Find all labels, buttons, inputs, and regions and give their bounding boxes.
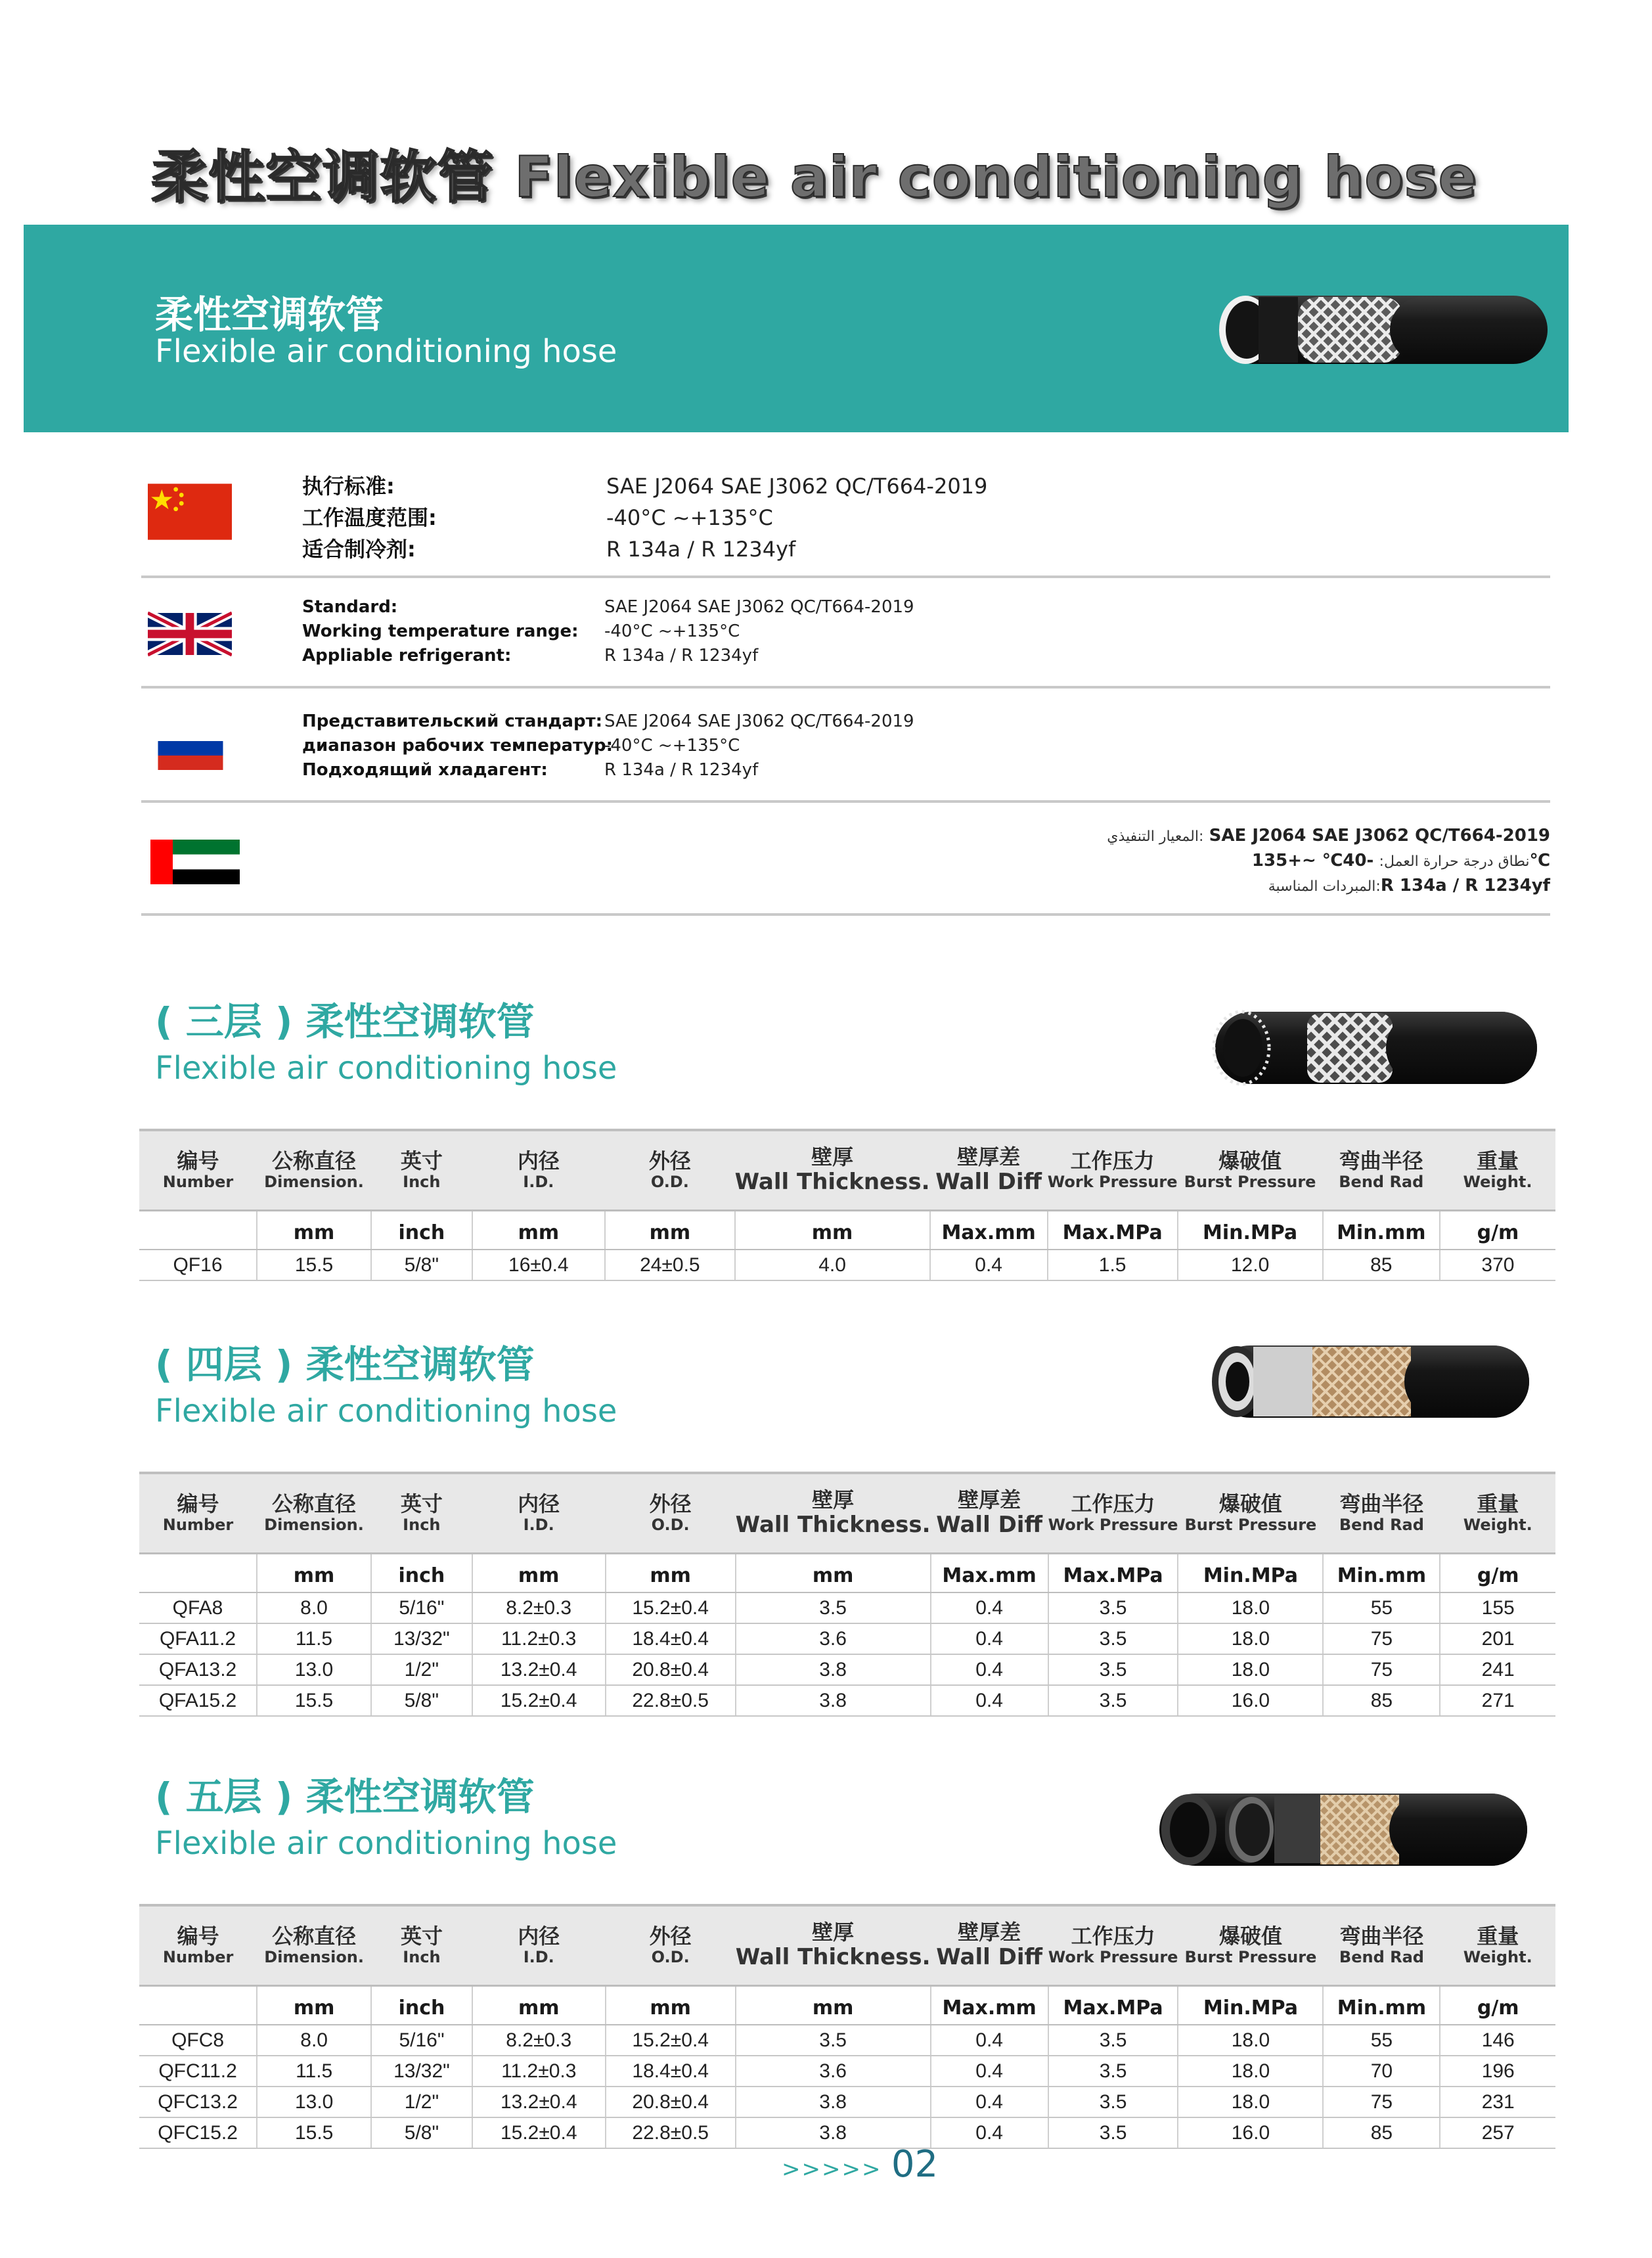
column-header: 弯曲半径 Bend Rad bbox=[1323, 1473, 1440, 1553]
unit-cell: mm bbox=[605, 1210, 735, 1250]
unit-cell: inch bbox=[371, 1210, 472, 1250]
units-row bbox=[139, 1985, 1555, 2025]
table-cell: QFA11.2 bbox=[139, 1623, 257, 1654]
table-cell: 0.4 bbox=[931, 2025, 1048, 2056]
column-header: 工作压力 Work Pressure bbox=[1048, 1905, 1178, 1985]
table-cell: 18.4±0.4 bbox=[606, 1623, 736, 1654]
table-cell: 3.5 bbox=[1048, 2025, 1178, 2056]
table-cell: 0.4 bbox=[931, 1592, 1048, 1623]
table-cell: QFC13.2 bbox=[139, 2087, 257, 2117]
unit-cell: mm bbox=[736, 1553, 931, 1592]
section-title-en: Flexible air conditioning hose bbox=[155, 1393, 617, 1430]
spec-value: SAE J2064 SAE J3062 QC/T664-2019 bbox=[604, 597, 914, 617]
table-cell: 16.0 bbox=[1178, 2117, 1323, 2148]
table-cell: 18.0 bbox=[1178, 1592, 1323, 1623]
table-cell: 1/2" bbox=[371, 2087, 472, 2117]
table-cell: 3.5 bbox=[1048, 1623, 1178, 1654]
table-cell: QFC15.2 bbox=[139, 2117, 257, 2148]
spec-table bbox=[139, 1129, 1555, 1281]
table-cell: 13.0 bbox=[257, 1654, 371, 1685]
spec-block-cn bbox=[141, 470, 1550, 569]
spec-label: 适合制冷剂: bbox=[302, 537, 416, 562]
column-header: 编号 Number bbox=[139, 1473, 257, 1553]
spec-label: диапазон рабочих температур: bbox=[302, 736, 614, 756]
table-cell: 15.2±0.4 bbox=[606, 2025, 736, 2056]
page-number bbox=[782, 2143, 938, 2186]
unit-cell bbox=[139, 1985, 257, 2025]
column-header: 壁厚 Wall Thickness. bbox=[736, 1905, 931, 1985]
column-header: 弯曲半径 Bend Rad bbox=[1323, 1905, 1440, 1985]
column-header: 重量 Weight. bbox=[1440, 1905, 1555, 1985]
table-cell: 13/32" bbox=[371, 1623, 472, 1654]
table-cell: 15.2±0.4 bbox=[606, 1592, 736, 1623]
table-cell: 8.0 bbox=[257, 1592, 371, 1623]
table-cell: 75 bbox=[1323, 2087, 1440, 2117]
unit-cell: mm bbox=[472, 1210, 605, 1250]
table-row bbox=[139, 1250, 1555, 1280]
table-cell: 0.4 bbox=[931, 1623, 1048, 1654]
unit-cell: Min.MPa bbox=[1178, 1210, 1323, 1250]
unit-cell: Max.MPa bbox=[1048, 1210, 1178, 1250]
table-cell: QFC8 bbox=[139, 2025, 257, 2056]
section-title-cn: ( 三层 ) 柔性空调软管 bbox=[155, 999, 535, 1044]
table-cell: 3.5 bbox=[1048, 2117, 1178, 2148]
table-cell: 13.2±0.4 bbox=[472, 2087, 606, 2117]
table-cell: 5/16" bbox=[371, 2025, 472, 2056]
unit-cell: Min.mm bbox=[1323, 1553, 1440, 1592]
table-cell: 0.4 bbox=[931, 2087, 1048, 2117]
table-cell: 3.5 bbox=[1048, 2087, 1178, 2117]
column-header: 英寸 Inch bbox=[371, 1130, 472, 1210]
table-cell: 20.8±0.4 bbox=[606, 2087, 736, 2117]
column-header: 工作压力 Work Pressure bbox=[1048, 1473, 1178, 1553]
table-cell: 15.5 bbox=[257, 1250, 371, 1280]
table-cell: 75 bbox=[1323, 1654, 1440, 1685]
spec-label: 执行标准: bbox=[302, 474, 395, 499]
divider bbox=[141, 800, 1550, 803]
column-header: 内径 I.D. bbox=[472, 1473, 606, 1553]
table-cell: 11.5 bbox=[257, 2056, 371, 2087]
table-cell: QF16 bbox=[139, 1250, 257, 1280]
hose-image bbox=[1207, 1339, 1536, 1424]
spec-table bbox=[139, 1904, 1555, 2149]
unit-cell: g/m bbox=[1440, 1210, 1555, 1250]
unit-cell: Max.mm bbox=[931, 1985, 1048, 2025]
russia-flag-icon bbox=[146, 727, 234, 770]
column-header: 弯曲半径 Bend Rad bbox=[1323, 1130, 1440, 1210]
table-cell: 18.0 bbox=[1178, 2087, 1323, 2117]
unit-cell: inch bbox=[371, 1553, 472, 1592]
unit-cell: Min.MPa bbox=[1178, 1553, 1323, 1592]
table-cell: 13/32" bbox=[371, 2056, 472, 2087]
table-cell: 75 bbox=[1323, 1623, 1440, 1654]
banner-title-cn: 柔性空调软管 bbox=[155, 292, 384, 337]
table-cell: 5/8" bbox=[371, 1685, 472, 1716]
table-cell: 196 bbox=[1440, 2056, 1555, 2087]
table-cell: 3.5 bbox=[1048, 2056, 1178, 2087]
unit-cell: Max.MPa bbox=[1048, 1985, 1178, 2025]
table-cell: 3.6 bbox=[736, 2056, 931, 2087]
table-cell: 85 bbox=[1323, 1250, 1440, 1280]
unit-cell: g/m bbox=[1440, 1985, 1555, 2025]
table-cell: 15.2±0.4 bbox=[472, 2117, 606, 2148]
table-cell: 22.8±0.5 bbox=[606, 2117, 736, 2148]
column-header: 爆破值 Burst Pressure bbox=[1178, 1130, 1323, 1210]
divider bbox=[141, 686, 1550, 689]
hose-image bbox=[1213, 290, 1554, 369]
table-cell: 22.8±0.5 bbox=[606, 1685, 736, 1716]
table-cell: 0.4 bbox=[930, 1250, 1048, 1280]
unit-cell: mm bbox=[606, 1553, 736, 1592]
table-row bbox=[139, 2056, 1555, 2087]
table-cell: 5/8" bbox=[371, 2117, 472, 2148]
section-heading bbox=[155, 1334, 617, 1430]
spec-value: -40°C ~+135°C bbox=[604, 736, 740, 756]
spec-value: R 134a / R 1234yf bbox=[1380, 876, 1550, 895]
table-cell: 16±0.4 bbox=[472, 1250, 605, 1280]
spec-label: Подходящий хладагент: bbox=[302, 760, 548, 780]
column-header: 重量 Weight. bbox=[1440, 1473, 1555, 1553]
table-cell: 3.5 bbox=[1048, 1654, 1178, 1685]
table-cell: 55 bbox=[1323, 2025, 1440, 2056]
column-header: 外径 O.D. bbox=[606, 1905, 736, 1985]
table-cell: 18.0 bbox=[1178, 1654, 1323, 1685]
spec-label: Standard: bbox=[302, 597, 398, 617]
unit-cell: Max.mm bbox=[930, 1210, 1048, 1250]
column-header: 重量 Weight. bbox=[1440, 1130, 1555, 1210]
column-header: 外径 O.D. bbox=[605, 1130, 735, 1210]
spec-label: المبردات المناسبة: bbox=[1268, 878, 1381, 895]
uk-flag-icon bbox=[148, 607, 232, 661]
table-cell: 15.5 bbox=[257, 2117, 371, 2148]
hose-image bbox=[1209, 1005, 1544, 1091]
unit-cell: mm bbox=[472, 1985, 606, 2025]
uae-flag-icon bbox=[150, 840, 240, 884]
table-cell: 13.2±0.4 bbox=[472, 1654, 606, 1685]
china-flag-icon bbox=[148, 484, 232, 540]
table-cell: 3.8 bbox=[736, 1654, 931, 1685]
table-cell: 1/2" bbox=[371, 1654, 472, 1685]
banner-title-en: Flexible air conditioning hose bbox=[155, 333, 617, 370]
spec-label: نطاق درجة حرارة العمل: bbox=[1379, 853, 1530, 870]
table-row bbox=[139, 1592, 1555, 1623]
table-header-row bbox=[139, 1905, 1555, 1985]
section-title-cn: ( 五层 ) 柔性空调软管 bbox=[155, 1774, 535, 1819]
unit-cell: inch bbox=[371, 1985, 472, 2025]
table-cell: 257 bbox=[1440, 2117, 1555, 2148]
spec-value: -40℃ ~+135℃ bbox=[1251, 851, 1550, 870]
unit-cell bbox=[139, 1553, 257, 1592]
table-header-row bbox=[139, 1473, 1555, 1553]
spec-value: -40°C ~+135°C bbox=[604, 621, 740, 641]
column-header: 英寸 Inch bbox=[371, 1473, 472, 1553]
table-cell: 11.2±0.3 bbox=[472, 2056, 606, 2087]
divider bbox=[141, 913, 1550, 916]
table-cell: 1.5 bbox=[1048, 1250, 1178, 1280]
column-header: 编号 Number bbox=[139, 1130, 257, 1210]
table-row bbox=[139, 1685, 1555, 1716]
section-title-en: Flexible air conditioning hose bbox=[155, 1825, 617, 1862]
table-cell: 146 bbox=[1440, 2025, 1555, 2056]
column-header: 公称直径 Dimension. bbox=[257, 1905, 371, 1985]
table-cell: 3.5 bbox=[736, 2025, 931, 2056]
section-heading bbox=[155, 1766, 617, 1862]
table-cell: 0.4 bbox=[931, 2117, 1048, 2148]
page-arrows: >>>>> bbox=[782, 2156, 882, 2182]
unit-cell: Max.mm bbox=[931, 1553, 1048, 1592]
table-header-row bbox=[139, 1130, 1555, 1210]
spec-value: R 134a / R 1234yf bbox=[606, 537, 796, 562]
column-header: 英寸 Inch bbox=[371, 1905, 472, 1985]
table-cell: 231 bbox=[1440, 2087, 1555, 2117]
table-cell: 5/16" bbox=[371, 1592, 472, 1623]
spec-value: SAE J2064 SAE J3062 QC/T664-2019 bbox=[1209, 826, 1550, 846]
table-cell: 3.6 bbox=[736, 1623, 931, 1654]
table-cell: 13.0 bbox=[257, 2087, 371, 2117]
spec-label: Appliable refrigerant: bbox=[302, 646, 512, 666]
column-header: 壁厚 Wall Thickness. bbox=[736, 1473, 931, 1553]
column-header: 壁厚差 Wall Diff bbox=[931, 1905, 1048, 1985]
unit-cell: Min.mm bbox=[1323, 1985, 1440, 2025]
column-header: 壁厚 Wall Thickness. bbox=[735, 1130, 930, 1210]
table-cell: 271 bbox=[1440, 1685, 1555, 1716]
table-row bbox=[139, 1623, 1555, 1654]
column-header: 内径 I.D. bbox=[472, 1130, 605, 1210]
table-cell: 0.4 bbox=[931, 1654, 1048, 1685]
table-cell: 20.8±0.4 bbox=[606, 1654, 736, 1685]
table-cell: 24±0.5 bbox=[605, 1250, 735, 1280]
divider bbox=[141, 576, 1550, 578]
spec-block-ru bbox=[141, 707, 1550, 799]
spec-table bbox=[139, 1472, 1555, 1717]
table-cell: 0.4 bbox=[931, 1685, 1048, 1716]
table-cell: 4.0 bbox=[735, 1250, 930, 1280]
table-cell: 3.5 bbox=[736, 1592, 931, 1623]
unit-cell: g/m bbox=[1440, 1553, 1555, 1592]
table-cell: 18.4±0.4 bbox=[606, 2056, 736, 2087]
column-header: 壁厚差 Wall Diff bbox=[930, 1130, 1048, 1210]
spec-value: -40°C ~+135°C bbox=[606, 505, 773, 530]
table-cell: 18.0 bbox=[1178, 2056, 1323, 2087]
table-cell: 85 bbox=[1323, 2117, 1440, 2148]
table-cell: 3.8 bbox=[736, 1685, 931, 1716]
unit-cell: mm bbox=[257, 1985, 371, 2025]
table-cell: 8.2±0.3 bbox=[472, 2025, 606, 2056]
column-header: 内径 I.D. bbox=[472, 1905, 606, 1985]
unit-cell: mm bbox=[736, 1985, 931, 2025]
table-cell: 5/8" bbox=[371, 1250, 472, 1280]
spec-value: SAE J2064 SAE J3062 QC/T664-2019 bbox=[604, 711, 914, 731]
table-cell: 55 bbox=[1323, 1592, 1440, 1623]
table-cell: 3.8 bbox=[736, 2117, 931, 2148]
table-cell: 16.0 bbox=[1178, 1685, 1323, 1716]
table-row bbox=[139, 2087, 1555, 2117]
unit-cell: mm bbox=[257, 1553, 371, 1592]
table-cell: 370 bbox=[1440, 1250, 1555, 1280]
section-heading bbox=[155, 991, 617, 1087]
table-cell: QFA13.2 bbox=[139, 1654, 257, 1685]
spec-block-ar bbox=[141, 821, 1550, 907]
table-cell: QFA15.2 bbox=[139, 1685, 257, 1716]
column-header: 爆破值 Burst Pressure bbox=[1178, 1905, 1323, 1985]
unit-cell: Max.MPa bbox=[1048, 1553, 1178, 1592]
table-cell: 201 bbox=[1440, 1623, 1555, 1654]
units-row bbox=[139, 1210, 1555, 1250]
column-header: 爆破值 Burst Pressure bbox=[1178, 1473, 1323, 1553]
title-banner bbox=[24, 225, 1569, 432]
page-title: 柔性空调软管 Flexible air conditioning hose bbox=[151, 145, 1477, 210]
unit-cell bbox=[139, 1210, 257, 1250]
table-cell: 85 bbox=[1323, 1685, 1440, 1716]
table-cell: 11.2±0.3 bbox=[472, 1623, 606, 1654]
table-cell: 155 bbox=[1440, 1592, 1555, 1623]
unit-cell: Min.MPa bbox=[1178, 1985, 1323, 2025]
unit-cell: mm bbox=[606, 1985, 736, 2025]
table-cell: 3.5 bbox=[1048, 1592, 1178, 1623]
unit-cell: mm bbox=[257, 1210, 371, 1250]
table-cell: 18.0 bbox=[1178, 2025, 1323, 2056]
hose-image bbox=[1153, 1787, 1534, 1872]
table-cell: QFA8 bbox=[139, 1592, 257, 1623]
table-cell: 15.2±0.4 bbox=[472, 1685, 606, 1716]
column-header: 编号 Number bbox=[139, 1905, 257, 1985]
spec-value: SAE J2064 SAE J3062 QC/T664-2019 bbox=[606, 474, 988, 499]
table-cell: 18.0 bbox=[1178, 1623, 1323, 1654]
table-cell: 8.0 bbox=[257, 2025, 371, 2056]
spec-value: R 134a / R 1234yf bbox=[604, 646, 759, 666]
column-header: 工作压力 Work Pressure bbox=[1048, 1130, 1178, 1210]
table-cell: 3.5 bbox=[1048, 1685, 1178, 1716]
table-cell: 70 bbox=[1323, 2056, 1440, 2087]
table-row bbox=[139, 1654, 1555, 1685]
section-title-en: Flexible air conditioning hose bbox=[155, 1050, 617, 1087]
table-cell: 8.2±0.3 bbox=[472, 1592, 606, 1623]
unit-cell: mm bbox=[472, 1553, 606, 1592]
table-cell: 3.8 bbox=[736, 2087, 931, 2117]
column-header: 外径 O.D. bbox=[606, 1473, 736, 1553]
column-header: 壁厚差 Wall Diff bbox=[931, 1473, 1048, 1553]
table-cell: QFC11.2 bbox=[139, 2056, 257, 2087]
spec-label: Working temperature range: bbox=[302, 621, 579, 641]
column-header: 公称直径 Dimension. bbox=[257, 1473, 371, 1553]
unit-cell: Min.mm bbox=[1323, 1210, 1440, 1250]
table-cell: 0.4 bbox=[931, 2056, 1048, 2087]
table-row bbox=[139, 2025, 1555, 2056]
table-cell: 12.0 bbox=[1178, 1250, 1323, 1280]
spec-value: R 134a / R 1234yf bbox=[604, 760, 759, 780]
section-title-cn: ( 四层 ) 柔性空调软管 bbox=[155, 1342, 535, 1387]
spec-label: Представительский стандарт: bbox=[302, 711, 603, 731]
spec-block-en bbox=[141, 593, 1550, 685]
table-cell: 15.5 bbox=[257, 1685, 371, 1716]
page-number-value: 02 bbox=[891, 2143, 939, 2186]
spec-label: 工作温度范围: bbox=[302, 505, 437, 530]
unit-cell: mm bbox=[735, 1210, 930, 1250]
units-row bbox=[139, 1553, 1555, 1592]
table-cell: 11.5 bbox=[257, 1623, 371, 1654]
spec-label: المعيار التنفيذي: bbox=[1107, 828, 1204, 845]
table-cell: 241 bbox=[1440, 1654, 1555, 1685]
column-header: 公称直径 Dimension. bbox=[257, 1130, 371, 1210]
